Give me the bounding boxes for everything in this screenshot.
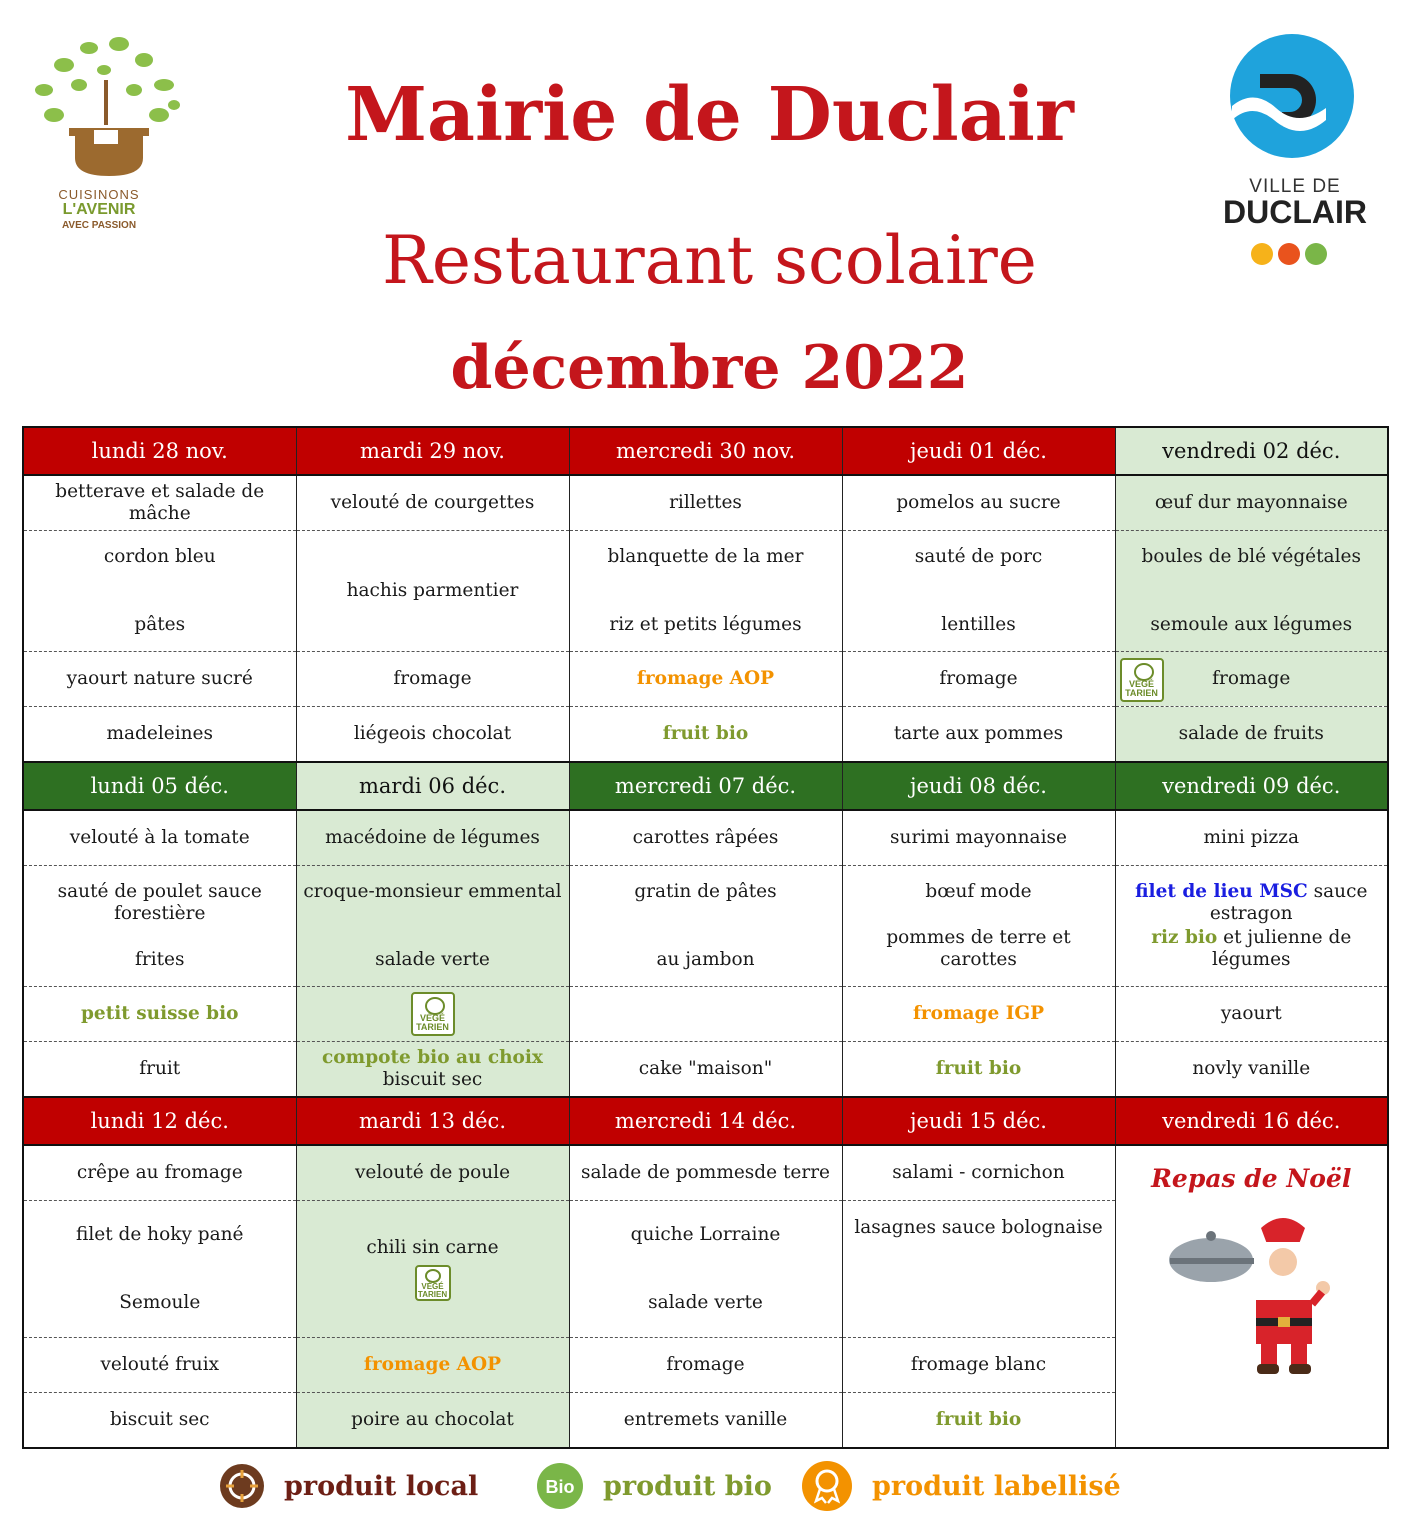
main-cell [569,866,842,987]
week3-starters-row [23,1145,1388,1201]
week3-header-row [23,1097,1388,1145]
side-dish: riz et petits légumes [609,614,802,635]
starter-cell: crêpe au fromage [23,1145,296,1201]
day-header: mardi 13 déc. [296,1097,569,1145]
day-header: vendredi 02 déc. [1115,427,1388,475]
starter-cell: pomelos au sucre [842,475,1115,531]
dairy-cell-bio: petit suisse bio [23,987,296,1042]
logo-line-2: L'AVENIR [62,201,136,218]
main-cell [1115,531,1388,652]
dessert-cell: salade de fruits [1115,707,1388,763]
dessert-cell: poire au chocolat [296,1393,569,1449]
side-dish: salade verte [375,949,490,970]
dessert-cell: cake "maison" [569,1042,842,1098]
starter-cell: betterave et salade de mâche [23,475,296,531]
starter-cell: velouté de courgettes [296,475,569,531]
dairy-cell: fromage [842,652,1115,707]
dessert-cell: tarte aux pommes [842,707,1115,763]
dairy-cell [296,987,569,1042]
main-dish: sauté de porc [914,546,1043,567]
menu-table [22,426,1389,1449]
dessert-cell-bio: fruit bio [842,1393,1115,1449]
main-dish: sauté de poulet sauce forestière [57,881,262,924]
dairy-cell: yaourt nature sucré [23,652,296,707]
day-header: lundi 05 déc. [23,762,296,810]
week2-desserts-row [23,1042,1388,1098]
legend-local-label: produit local [284,1470,479,1502]
dessert-bio: compote bio au choix [322,1047,543,1068]
ville-de-duclair-logo [1200,34,1400,274]
starter-cell: macédoine de légumes [296,810,569,866]
day-header: mardi 06 déc. [296,762,569,810]
starter-cell: salade de pommesde terre [569,1145,842,1201]
dessert-cell: liégeois chocolat [296,707,569,763]
side-dish: lentilles [941,614,1016,635]
dairy-cell-labelled: fromage IGP [842,987,1115,1042]
dessert-cell-bio: fruit bio [569,707,842,763]
starter-cell: surimi mayonnaise [842,810,1115,866]
day-header: mercredi 14 déc. [569,1097,842,1145]
labelled-product-icon [800,1459,854,1513]
day-header: jeudi 15 déc. [842,1097,1115,1145]
main-cell [23,1201,296,1338]
bio-product-icon [535,1461,585,1511]
dairy-cell-labelled: fromage AOP [569,652,842,707]
side-dish [1120,927,1384,971]
dairy-cell: yaourt [1115,987,1388,1042]
side-dish-rest: et julienne de légumes [1211,927,1352,970]
dairy-cell: velouté fruix [23,1338,296,1393]
main-dish [1120,881,1384,925]
dessert-cell-bio: fruit bio [842,1042,1115,1098]
dessert-cell [296,1042,569,1098]
main-cell [842,531,1115,652]
week1-dairy-row [23,652,1388,707]
starter-cell: mini pizza [1115,810,1388,866]
side-dish: au jambon [656,949,755,970]
main-cell [23,866,296,987]
week2-dairy-row [23,987,1388,1042]
main-dish: chili sin carne [366,1237,499,1258]
main-cell [569,1201,842,1338]
main-cell: lasagnes sauce bolognaise [842,1201,1115,1338]
week2-header-row [23,762,1388,810]
side-dish: pommes de terre et carottes [886,927,1071,970]
dairy-text: fromage [1212,668,1291,689]
dessert-cell: madeleines [23,707,296,763]
main-dish: boules de blé végétales [1141,546,1361,567]
starter-cell: œuf dur mayonnaise [1115,475,1388,531]
dessert-extra: biscuit sec [382,1069,483,1090]
starter-cell: velouté à la tomate [23,810,296,866]
starter-cell: carottes râpées [569,810,842,866]
week2-mains-row [23,866,1388,987]
vegetarian-icon: VÉGÉ TARIEN [1120,658,1164,702]
dairy-cell-labelled: fromage AOP [296,1338,569,1393]
legend-local [218,1458,478,1514]
main-dish-rest: sauce estragon [1209,881,1368,924]
day-header: lundi 28 nov. [23,427,296,475]
vegetarian-icon: VÉGÉ TARIEN [415,1265,451,1301]
main-cell [1115,866,1388,987]
dairy-cell [1115,652,1388,707]
week1-starters-row [23,475,1388,531]
logo-line-1: CUISINONS [58,187,140,202]
starter-cell: velouté de poule [296,1145,569,1201]
main-dish: gratin de pâtes [634,881,777,902]
legend-bio-label: produit bio [603,1470,772,1502]
main-cell [296,1201,569,1338]
starter-cell: salami - cornichon [842,1145,1115,1201]
menu-month: décembre 2022 [450,333,969,403]
dessert-cell: entremets vanille [569,1393,842,1449]
dessert-cell: biscuit sec [23,1393,296,1449]
day-header: jeudi 08 déc. [842,762,1115,810]
main-dish: quiche Lorraine [630,1224,781,1245]
day-header: lundi 12 déc. [23,1097,296,1145]
svg-text:Bio: Bio [545,1477,575,1497]
dairy-cell: fromage [569,1338,842,1393]
legend-labelled-label: produit labellisé [872,1470,1121,1502]
week2-starters-row [23,810,1388,866]
week1-mains-row [23,531,1388,652]
side-dish: Semoule [119,1292,201,1313]
main-dish: blanquette de la mer [607,546,804,567]
christmas-meal-cell [1115,1145,1388,1448]
logo-duclair: DUCLAIR [1223,194,1367,230]
duclair-emblem-icon [1200,34,1400,164]
main-dish: filet de hoky pané [75,1224,244,1245]
msc-label: filet de lieu MSC [1135,881,1308,902]
main-dish: croque-monsieur emmental [303,881,562,902]
week1-header-row [23,427,1388,475]
santa-with-cloche-icon [1166,1208,1336,1378]
main-cell: hachis parmentier [296,531,569,652]
vegetarian-icon: VÉGÉ TARIEN [411,992,455,1036]
day-header: mercredi 30 nov. [569,427,842,475]
legend-labelled [800,1458,1121,1514]
main-dish: bœuf mode [925,881,1032,902]
legend-bio [535,1458,772,1514]
dessert-cell: fruit [23,1042,296,1098]
page-title: Mairie de Duclair [345,72,1074,158]
color-dots-icon [1247,239,1347,269]
logo-line-3: AVEC PASSION [61,220,137,231]
christmas-meal-title: Repas de Noël [1151,1164,1352,1193]
bio-label: riz bio [1151,927,1218,948]
page-subtitle: Restaurant scolaire [382,222,1037,299]
main-cell [569,531,842,652]
dessert-cell: novly vanille [1115,1042,1388,1098]
main-dish: cordon bleu [103,546,216,567]
day-header: mercredi 07 déc. [569,762,842,810]
local-product-icon [218,1462,266,1510]
day-header: mardi 29 nov. [296,427,569,475]
side-dish: salade verte [648,1292,763,1313]
week1-desserts-row [23,707,1388,763]
main-cell [23,531,296,652]
side-dish: semoule aux légumes [1150,614,1353,635]
day-header: vendredi 09 déc. [1115,762,1388,810]
dairy-cell: fromage blanc [842,1338,1115,1393]
day-header: jeudi 01 déc. [842,427,1115,475]
side-dish: frites [135,949,185,970]
side-dish: pâtes [134,614,186,635]
logo-ville-de: VILLE DE [1249,176,1341,197]
dairy-cell: fromage [296,652,569,707]
main-cell [842,866,1115,987]
day-header: vendredi 16 déc. [1115,1097,1388,1145]
dairy-cell [569,987,842,1042]
main-cell [296,866,569,987]
starter-cell: rillettes [569,475,842,531]
